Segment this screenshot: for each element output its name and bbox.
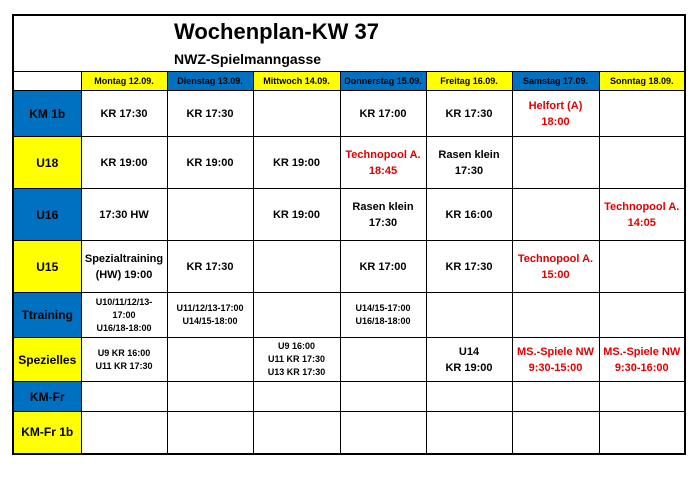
- cell-line: U11/12/13-17:00: [176, 303, 244, 313]
- schedule-cell: KR 17:30: [81, 91, 167, 137]
- cell-line: U14/15-17:00: [355, 303, 411, 313]
- cell-line: (HW) 19:00: [95, 268, 153, 281]
- schedule-cell: [167, 412, 253, 454]
- day-header-tuesday: Dienstag 13.09.: [167, 72, 253, 91]
- schedule-cell: KR 17:30: [167, 241, 253, 293]
- cell-line: 15:00: [541, 268, 570, 281]
- schedule-cell: [599, 338, 685, 382]
- schedule-cell: [599, 293, 685, 338]
- schedule-cell: [512, 189, 599, 241]
- schedule-cell: [253, 241, 340, 293]
- schedule-cell: [512, 412, 599, 454]
- schedule-cell: [167, 293, 253, 338]
- team-label-km-fr: KM-Fr: [13, 382, 81, 412]
- cell-line: U9 16:00: [277, 341, 316, 351]
- cell-line: 18:00: [541, 115, 570, 128]
- schedule-cell: [167, 338, 253, 382]
- day-header-friday: Freitag 16.09.: [426, 72, 512, 91]
- schedule-cell: [253, 293, 340, 338]
- team-label-ttraining: Ttraining: [13, 293, 81, 338]
- cell-line: Technopool A.: [345, 148, 421, 161]
- schedule-cell: [512, 293, 599, 338]
- schedule-cell: [426, 293, 512, 338]
- schedule-cell: [340, 382, 426, 412]
- schedule-cell: [426, 338, 512, 382]
- schedule-cell: KR 19:00: [167, 137, 253, 189]
- schedule-cell: [512, 382, 599, 412]
- day-header-row: [13, 72, 685, 91]
- page-subtitle: NWZ-Spielmanngasse: [174, 51, 322, 67]
- team-label-u15: U15: [13, 241, 81, 293]
- schedule-cell: KR 16:00: [426, 189, 512, 241]
- cell-line: 17:30: [454, 164, 484, 177]
- cell-line: Technopool A.: [604, 200, 680, 213]
- schedule-cell: [512, 241, 599, 293]
- table-row: [13, 189, 685, 241]
- schedule-cell: KR 19:00: [253, 137, 340, 189]
- schedule-sheet: [12, 14, 686, 455]
- schedule-cell: [599, 241, 685, 293]
- schedule-cell: [426, 382, 512, 412]
- cell-line: U13 KR 17:30: [267, 367, 326, 377]
- team-label-u16: U16: [13, 189, 81, 241]
- cell-line: Rasen klein: [438, 148, 500, 161]
- day-header-wednesday: Mittwoch 14.09.: [253, 72, 340, 91]
- schedule-cell: [599, 382, 685, 412]
- cell-line: 17:00: [112, 309, 136, 320]
- title-block: [13, 15, 685, 72]
- table-row: [13, 91, 685, 137]
- team-label-u18: U18: [13, 137, 81, 189]
- team-label-spezielles: Spezielles: [13, 338, 81, 382]
- schedule-cell: [340, 293, 426, 338]
- schedule-cell: [340, 189, 426, 241]
- table-row: [13, 137, 685, 189]
- day-header-saturday: Samstag 17.09.: [512, 72, 599, 91]
- cell-line: 17:30: [368, 216, 398, 229]
- schedule-cell: [512, 137, 599, 189]
- cell-line: MS.-Spiele NW: [516, 345, 594, 358]
- cell-line: Rasen klein: [352, 200, 414, 213]
- team-label-km-fr-1b: KM-Fr 1b: [13, 412, 81, 454]
- schedule-cell: KR 17:30: [426, 241, 512, 293]
- table-row: [13, 241, 685, 293]
- cell-line: U16/18-18:00: [355, 316, 411, 326]
- schedule-cell: 17:30 HW: [81, 189, 167, 241]
- schedule-cell: [253, 338, 340, 382]
- schedule-cell: [253, 91, 340, 137]
- page-title: Wochenplan-KW 37: [174, 19, 379, 44]
- cell-line: 9:30-16:00: [614, 361, 669, 374]
- day-header-thursday: Donnerstag 15.09.: [340, 72, 426, 91]
- schedule-cell: [253, 382, 340, 412]
- cell-line: Helfort (A): [528, 99, 583, 112]
- schedule-cell: [599, 412, 685, 454]
- table-row: [13, 293, 685, 338]
- schedule-cell: [81, 241, 167, 293]
- day-header-sunday: Sonntag 18.09.: [599, 72, 685, 91]
- table-row: [13, 338, 685, 382]
- schedule-cell: [81, 412, 167, 454]
- schedule-cell: [167, 189, 253, 241]
- cell-line: U9 KR 16:00: [97, 347, 151, 358]
- corner-cell: [13, 72, 81, 91]
- schedule-cell: [512, 91, 599, 137]
- schedule-cell: [599, 189, 685, 241]
- cell-line: Spezialtraining: [84, 252, 164, 265]
- schedule-cell: [426, 412, 512, 454]
- schedule-cell: KR 19:00: [81, 137, 167, 189]
- cell-line: Technopool A.: [517, 252, 594, 265]
- schedule-cell: [167, 382, 253, 412]
- team-label-km1b: KM 1b: [13, 91, 81, 137]
- cell-line: KR 19:00: [445, 361, 493, 374]
- schedule-cell: [81, 293, 167, 338]
- schedule-cell: [599, 91, 685, 137]
- schedule-cell: [340, 412, 426, 454]
- schedule-table: [12, 14, 686, 455]
- cell-line: 18:45: [368, 164, 398, 177]
- table-row: [13, 382, 685, 412]
- schedule-cell: [512, 338, 599, 382]
- schedule-cell: KR 17:00: [340, 241, 426, 293]
- cell-line: 9:30-15:00: [528, 361, 583, 374]
- schedule-cell: [426, 137, 512, 189]
- schedule-cell: [599, 137, 685, 189]
- schedule-cell: KR 17:30: [426, 91, 512, 137]
- schedule-cell: [340, 137, 426, 189]
- cell-line: 14:05: [627, 216, 656, 229]
- cell-line: U16/18-18:00: [96, 322, 152, 333]
- schedule-cell: [253, 412, 340, 454]
- schedule-cell: KR 17:00: [340, 91, 426, 137]
- schedule-cell: [81, 338, 167, 382]
- cell-line: U11 KR 17:30: [267, 354, 326, 364]
- cell-line: U14: [458, 345, 480, 358]
- cell-line: U11 KR 17:30: [95, 360, 153, 371]
- schedule-cell: KR 19:00: [253, 189, 340, 241]
- cell-line: U10/11/12/13-: [95, 296, 153, 307]
- table-row: [13, 412, 685, 454]
- schedule-cell: [340, 338, 426, 382]
- cell-line: MS.-Spiele NW: [603, 345, 681, 358]
- schedule-cell: KR 17:30: [167, 91, 253, 137]
- cell-line: U14/15-18:00: [182, 316, 238, 326]
- schedule-cell: [81, 382, 167, 412]
- day-header-monday: Montag 12.09.: [81, 72, 167, 91]
